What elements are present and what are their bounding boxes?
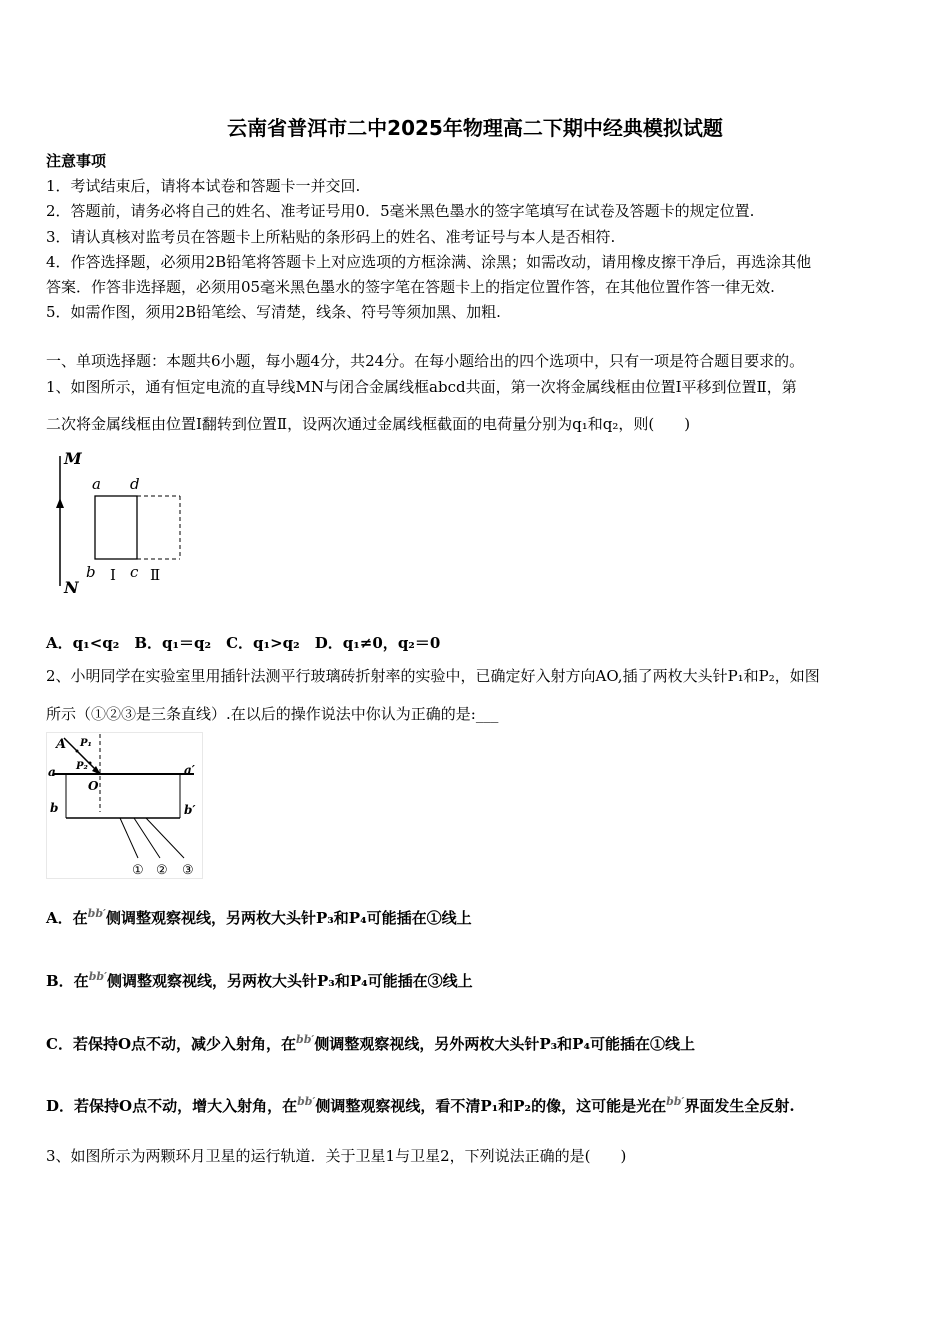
q2-stem-line1: 2、小明同学在实验室里用插针法测平行玻璃砖折射率的实验中，已确定好入射方向AO,插了两枚大头针P₁和P₂，如图 [46, 667, 820, 685]
notice-item: 3．请认真核对监考员在答题卡上所粘贴的条形码上的姓名、准考证号与本人是否相符. [46, 228, 616, 246]
label-b-line: b [50, 801, 59, 815]
q2-option-a: A．在$^{bb'}$侧调整观察视线，另两枚大头针P₃和P₄可能插在①线上 [46, 907, 472, 927]
notice-item: 4．作答选择题，必须用2B铅笔将答题卡上对应选项的方框涂满、涂黑；如需改动，请用橡皮擦干净后，再选涂其他 [46, 253, 812, 271]
label-a-prime: a′ [184, 763, 195, 777]
label-N: N [64, 578, 79, 597]
label-I: Ⅰ [110, 566, 116, 584]
bb-prime-label: bb′ [296, 1033, 315, 1046]
q3-stem-line1: 3、如图所示为两颗环月卫星的运行轨道．关于卫星1与卫星2，下列说法正确的是( ) [46, 1147, 627, 1165]
q1-options: A．q₁<q₂ B．q₁＝q₂ C．q₁>q₂ D．q₁≠0，q₂＝0 [46, 634, 441, 652]
label-M: M [64, 449, 82, 468]
q2-option-c: C．若保持O点不动，减少入射角，在$^{bb'}$侧调整观察视线，另外两枚大头针P₃和P₄可能插在①线上 [46, 1033, 696, 1053]
label-line-1: ① [132, 863, 144, 878]
label-a-line: a [48, 765, 56, 779]
label-b: b [86, 563, 96, 581]
q1-stem-line1: 1、如图所示，通有恒定电流的直导线MN与闭合金属线框abcd共面，第一次将金属线框由位置Ⅰ平移到位置Ⅱ，第 [46, 378, 797, 396]
notice-item: 2．答题前，请务必将自己的姓名、准考证号用0．5毫米黑色墨水的签字笔填写在试卷及答题卡的规定位置. [46, 202, 755, 220]
label-line-3: ③ [182, 863, 194, 878]
label-II: Ⅱ [150, 566, 161, 584]
label-P2: P₂ [76, 761, 88, 772]
q2-figure [46, 732, 206, 880]
bb-prime-label: bb′ [88, 970, 107, 983]
q1-stem-line2: 二次将金属线框由位置Ⅰ翻转到位置Ⅱ，设两次通过金属线框截面的电荷量分别为q₁和q₂，则( ) [46, 415, 691, 433]
bb-prime-label: bb′ [297, 1095, 316, 1108]
label-P1: P₁ [80, 738, 92, 749]
page-title: 云南省普洱市二中2025年物理高二下期中经典模拟试题 [227, 116, 723, 140]
bb-prime-label: bb′ [87, 907, 106, 920]
label-c: c [130, 563, 139, 581]
notice-item: 1．考试结束后，请将本试卷和答题卡一并交回. [46, 177, 361, 195]
bb-prime-label: bb′ [666, 1095, 685, 1108]
label-b-prime: b′ [184, 803, 196, 817]
section-heading: 一、单项选择题：本题共6小题，每小题4分，共24分。在每小题给出的四个选项中，只有一项是符合题目要求的。 [46, 352, 805, 370]
label-a: a [92, 475, 101, 493]
label-line-2: ② [156, 863, 168, 878]
q2-option-d: D．若保持O点不动，增大入射角，在$^{bb'}$侧调整观察视线，看不清P₁和P₂的像，这可能是光在$^{bb'}$界面发生全反射. [46, 1095, 795, 1115]
notice-heading: 注意事项 [46, 152, 107, 170]
notice-item: 5．如需作图，须用2B铅笔绘、写清楚，线条、符号等须加黑、加粗. [46, 303, 501, 321]
q2-stem-line2: 所示（①②③是三条直线）.在以后的操作说法中你认为正确的是:___ [46, 705, 499, 723]
notice-item: 答案．作答非选择题，必须用05毫米黑色墨水的签字笔在答题卡上的指定位置作答，在其他位置作答一律无效. [46, 278, 775, 296]
label-O: O [88, 779, 99, 793]
q1-figure [46, 446, 196, 606]
q2-option-b: B．在$^{bb'}$侧调整观察视线，另两枚大头针P₃和P₄可能插在③线上 [46, 970, 473, 990]
label-A: A [56, 737, 67, 752]
label-d: d [130, 475, 140, 493]
